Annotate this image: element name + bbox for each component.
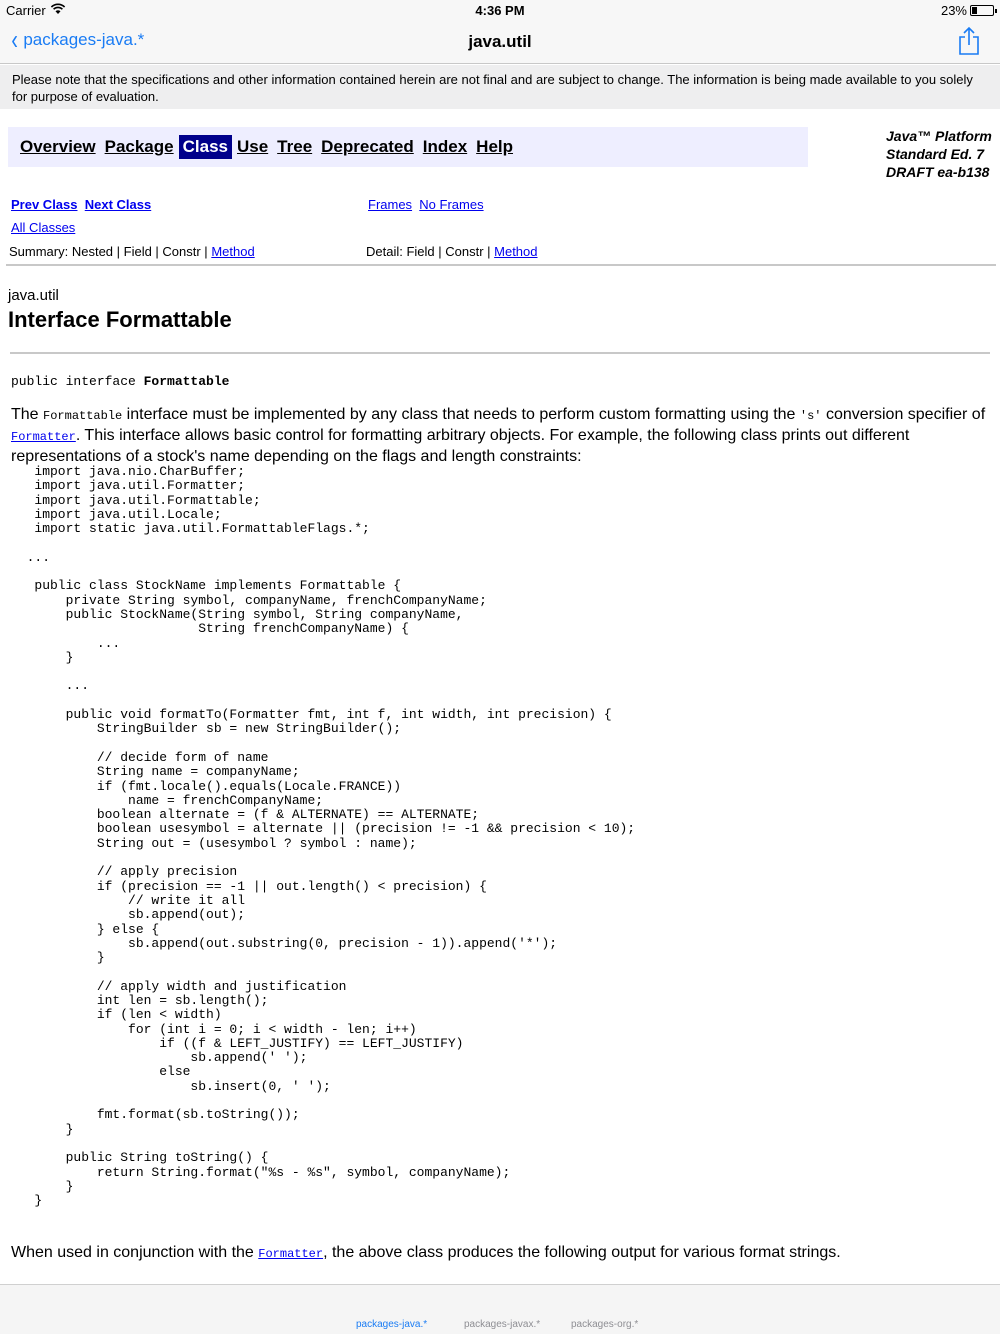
frames-link[interactable]: Frames xyxy=(368,197,413,212)
declaration-prefix: public interface xyxy=(11,374,144,389)
back-button-label: packages-java.* xyxy=(23,30,145,49)
prev-class-link[interactable]: Prev Class xyxy=(11,197,78,212)
status-bar xyxy=(0,0,1000,20)
tab-packages-javax[interactable]: packages-javax.* xyxy=(464,1319,541,1330)
evaluation-notice: Please note that the specifications and other information contained herein are not final and are subject to change. The information is being made available to you solely for purpose of evaluation. xyxy=(0,65,1000,109)
inline-code: 's' xyxy=(799,409,822,423)
platform-line2: Standard Ed. 7 xyxy=(886,146,985,162)
nav-help-link[interactable]: Help xyxy=(476,137,514,156)
interface-title: Interface Formattable xyxy=(8,307,232,332)
nav-deprecated-link[interactable]: Deprecated xyxy=(321,137,414,156)
summary-method-link[interactable]: Method xyxy=(211,244,255,259)
nav-tree-link[interactable]: Tree xyxy=(277,137,313,156)
platform-line1: Java™ Platform xyxy=(886,128,992,144)
nav-use-link[interactable]: Use xyxy=(236,137,269,156)
top-navbar xyxy=(8,127,808,167)
description-paragraph: The Formattable interface must be implemented by any class that needs to perform custom formatting using the 's' conversion specifier of Formatter. This interface allows basic control for formatting arbitrary objects. For example, the following class prints out different representations of a stock's name depending on the flags and length constraints: xyxy=(11,406,986,465)
nav-class-current: Class xyxy=(179,135,232,159)
no-frames-link[interactable]: No Frames xyxy=(419,197,484,212)
all-classes-link[interactable]: All Classes xyxy=(11,220,76,235)
detail-label: Detail: Field | Constr | xyxy=(366,244,495,259)
interface-declaration xyxy=(11,374,229,389)
carrier-label: Carrier xyxy=(6,3,46,18)
inline-code: Formattable xyxy=(43,409,123,423)
class-navigation xyxy=(11,197,151,212)
navigation-bar xyxy=(0,20,1000,64)
divider xyxy=(6,264,996,266)
formatter-link[interactable]: Formatter xyxy=(11,430,76,444)
tab-packages-org[interactable]: packages-org.* xyxy=(571,1319,639,1330)
detail-navigation xyxy=(366,244,538,259)
nav-overview-link[interactable]: Overview xyxy=(20,137,96,156)
share-button[interactable] xyxy=(956,26,982,56)
platform-label xyxy=(886,127,996,181)
page-title: java.util xyxy=(468,32,532,51)
formatter-link[interactable]: Formatter xyxy=(258,1247,324,1261)
tab-packages-java[interactable]: packages-java.* xyxy=(356,1319,428,1330)
detail-method-link[interactable]: Method xyxy=(494,244,538,259)
declaration-name: Formattable xyxy=(143,374,230,389)
tab-bar xyxy=(0,1284,1000,1334)
next-class-link[interactable]: Next Class xyxy=(84,197,152,212)
nav-package-link[interactable]: Package xyxy=(104,137,174,156)
divider xyxy=(10,352,990,354)
output-paragraph: When used in conjunction with the Formatter, the above class produces the following output for various format strings. xyxy=(11,1244,841,1261)
code-example: import java.nio.CharBuffer; import java.util.Formatter; import java.util.Formattable; import java.util.Locale; import static java.util.FormattableFlags.*; ... public class StockName implements Formattable { private String symbol, companyName, frenchCompanyName; public StockName(String symbol, String companyName, String frenchCompanyName) { ... } ... public void formatTo(Formatter fmt, int f, int width, int precision) { StringBuilder sb = new StringBuilder(); // decide form of name String name = companyName; if (fmt.locale().equals(Locale.FRANCE)) name = frenchCompanyName; boolean alternate = (f & ALTERNATE) == ALTERNATE; boolean usesymbol = alternate || (precision != -1 && precision < 10); String out = (usesymbol ? symbol : name); // apply precision if (precision == -1 || out.length() < precision) { // write it all sb.append(out); } else { sb.append(out.substring(0, precision - 1)).append('*'); } // apply width and justification int len = sb.length(); if (len < width) for (int i = 0; i < width - len; i++) if ((f & LEFT_JUSTIFY) == LEFT_JUSTIFY) sb.append(' '); else sb.insert(0, ' '); fmt.format(sb.toString()); } public String toString() { return String.format("%s - %s", symbol, companyName); } } xyxy=(26,464,636,1209)
battery-icon xyxy=(970,5,994,16)
share-icon xyxy=(956,26,982,56)
chevron-left-icon: ‹ xyxy=(11,24,18,55)
clock: 4:36 PM xyxy=(475,3,525,18)
platform-line3: DRAFT ea-b138 xyxy=(886,164,990,180)
battery-percentage: 23% xyxy=(940,3,967,18)
frames-navigation xyxy=(368,197,484,212)
summary-navigation xyxy=(9,244,255,259)
nav-index-link[interactable]: Index xyxy=(422,137,468,156)
back-button[interactable] xyxy=(10,24,145,55)
package-label: java.util xyxy=(8,287,59,304)
summary-label: Summary: Nested | Field | Constr | xyxy=(9,244,212,259)
